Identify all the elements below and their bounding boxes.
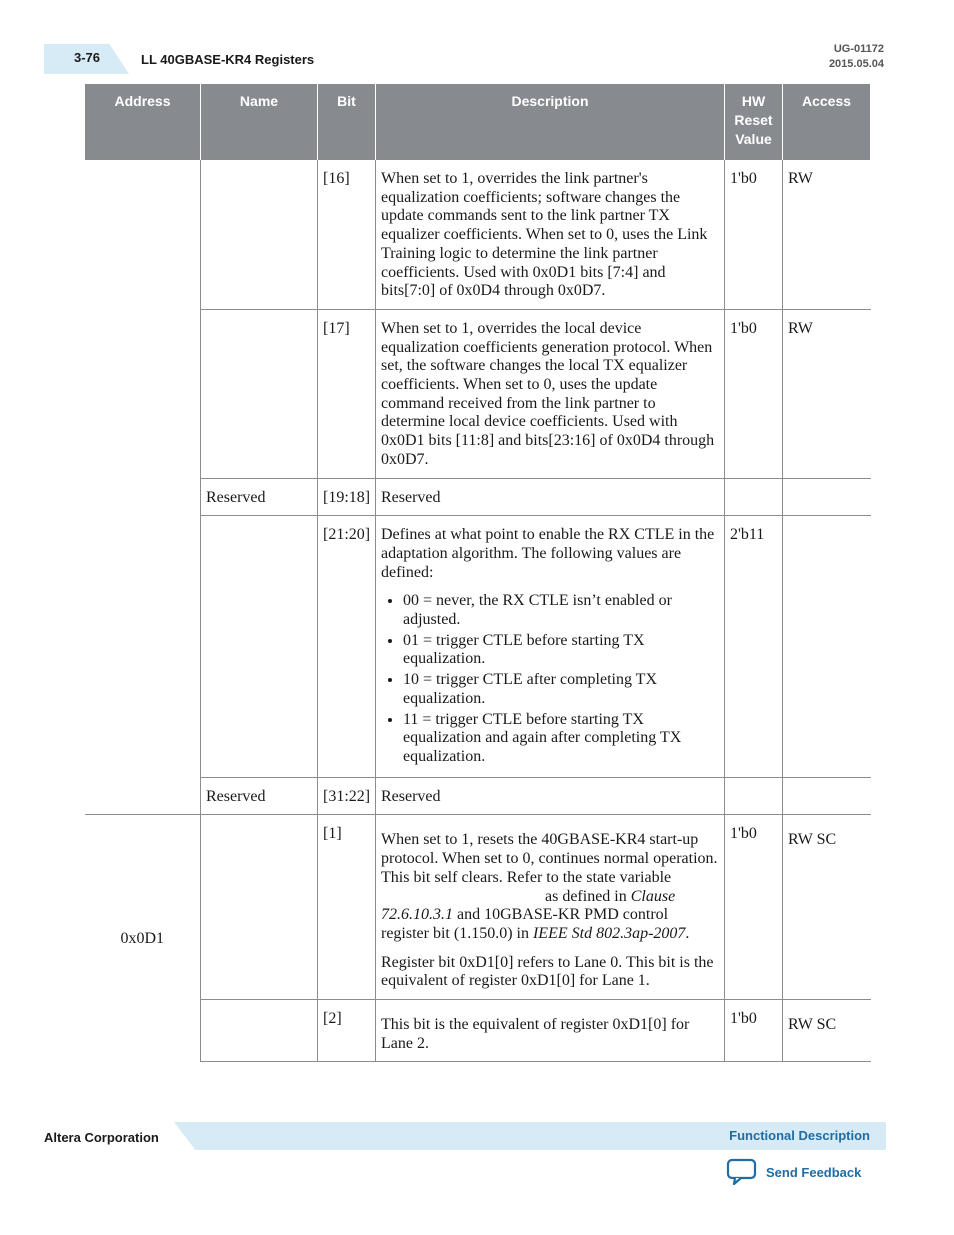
bit-cell: [2] [318,1000,376,1062]
name-cell [201,309,318,478]
col-header-hw-reset: HW Reset Value [725,84,783,160]
description-part: as defined in [545,887,627,905]
standard-reference: IEEE Std 802.3ap-2007 [532,924,686,942]
doc-date: 2015.05.04 [828,58,884,70]
access-cell: RW SC [783,1000,871,1062]
description-cell: When set to 1, overrides the link partner's equalization coefficients; software changes the update commands sent to the link partner TX equalizer coefficients. When set to 0, uses the Link Training logic to determine the link partner coefficients. Used with 0x0D1 bits [7:4] and bits[7:0] of 0x0D4 through 0x0D7. [376,160,725,310]
page-section-title: LL 40GBASE-KR4 Registers [141,52,315,67]
reset-cell [725,478,783,516]
description-cell: Reserved [376,478,725,516]
functional-description-link[interactable]: Functional Description [729,1128,870,1143]
description-cell [376,815,725,1000]
name-cell [201,815,318,1000]
col-header-description: Description [376,84,725,160]
name-cell [201,160,318,310]
address-cell: 0x0D1 [85,815,201,1062]
send-feedback-label: Send Feedback [766,1164,862,1180]
list-item: • 00 = never, the RX CTLE isn’t enabled or adjusted. [403,592,719,629]
reset-cell: 2'b11 [725,516,783,777]
list-item: • 10 = trigger CTLE after completing TX equalization. [403,671,719,708]
bit-cell: [16] [318,160,376,310]
clause-reference: Clause 72.6.10.3.1 [381,887,676,924]
reset-cell [725,777,783,815]
col-header-address: Address [85,84,201,160]
col-header-bit: Bit [318,84,376,160]
table-header-row [85,84,871,160]
description-part: and 10GBASE-KR PMD control register bit (1.150.0) in [381,906,669,942]
description-cell [376,516,725,777]
name-cell [201,1000,318,1062]
reset-cell: 1'b0 [725,815,783,1000]
description-text: Register bit 0xD1[0] refers to Lane 0. This bit is the equivalent of register 0xD1[0] for Lane 1. [381,953,714,990]
bit-cell: [1] [318,815,376,1000]
table-row [85,309,871,478]
reset-cell: 1'b0 [725,1000,783,1062]
col-header-access: Access [783,84,871,160]
description-cell: This bit is the equivalent of register 0xD1[0] for Lane 2. [376,1000,725,1062]
register-table [84,84,871,1062]
access-cell: RW [783,309,871,478]
page-number: 3-76 [74,50,101,65]
address-cell [85,160,201,815]
list-item: • 01 = trigger CTLE before starting TX equalization. [403,632,719,669]
description-text [381,831,719,943]
footer-company: Altera Corporation [44,1130,159,1145]
name-cell [201,516,318,777]
access-cell [783,777,871,815]
description-cell: Reserved [376,777,725,815]
col-header-name: Name [201,84,318,160]
table-row [85,815,871,1000]
bit-cell: [21:20] [318,516,376,777]
access-cell: RW SC [783,815,871,1000]
description-cell: When set to 1, overrides the local device equalization coefficients generation protocol. When set, the software changes the local TX equalizer coefficients. When set to 0, uses the update command received from the link partner to determine local device coefficients. Used with 0x0D1 bits [11:8] and bits[23:16] of 0x0D4 through 0x0D7. [376,309,725,478]
bit-cell: [19:18] [318,478,376,516]
description-part: When set to 1, resets the 40GBASE-KR4 start-up protocol. When set to 0, continues normal operation. This bit self clears. Refer to the state variable [381,831,718,886]
table-row [85,160,871,310]
table-row [85,1000,871,1062]
list-item: • 11 = trigger CTLE before starting TX equalization and again after completing TX equalization. [403,711,719,767]
bit-cell: [17] [318,309,376,478]
reset-cell: 1'b0 [725,309,783,478]
send-feedback-button[interactable] [726,1158,861,1186]
name-cell: Reserved [201,478,318,516]
table-row [85,478,871,516]
bit-cell: [31:22] [318,777,376,815]
value-list [381,592,719,766]
doc-id: UG-01172 [833,43,884,55]
description-text: Defines at what point to enable the RX CTLE in the adaptation algorithm. The following values are defined: [381,526,715,581]
access-cell [783,478,871,516]
reset-cell: 1'b0 [725,160,783,310]
speech-bubble-icon [726,1158,758,1186]
table-row [85,777,871,815]
doc-id-block [829,42,884,72]
description-part: . [685,924,690,942]
name-cell: Reserved [201,777,318,815]
access-cell [783,516,871,777]
access-cell: RW [783,160,871,310]
table-row [85,516,871,777]
